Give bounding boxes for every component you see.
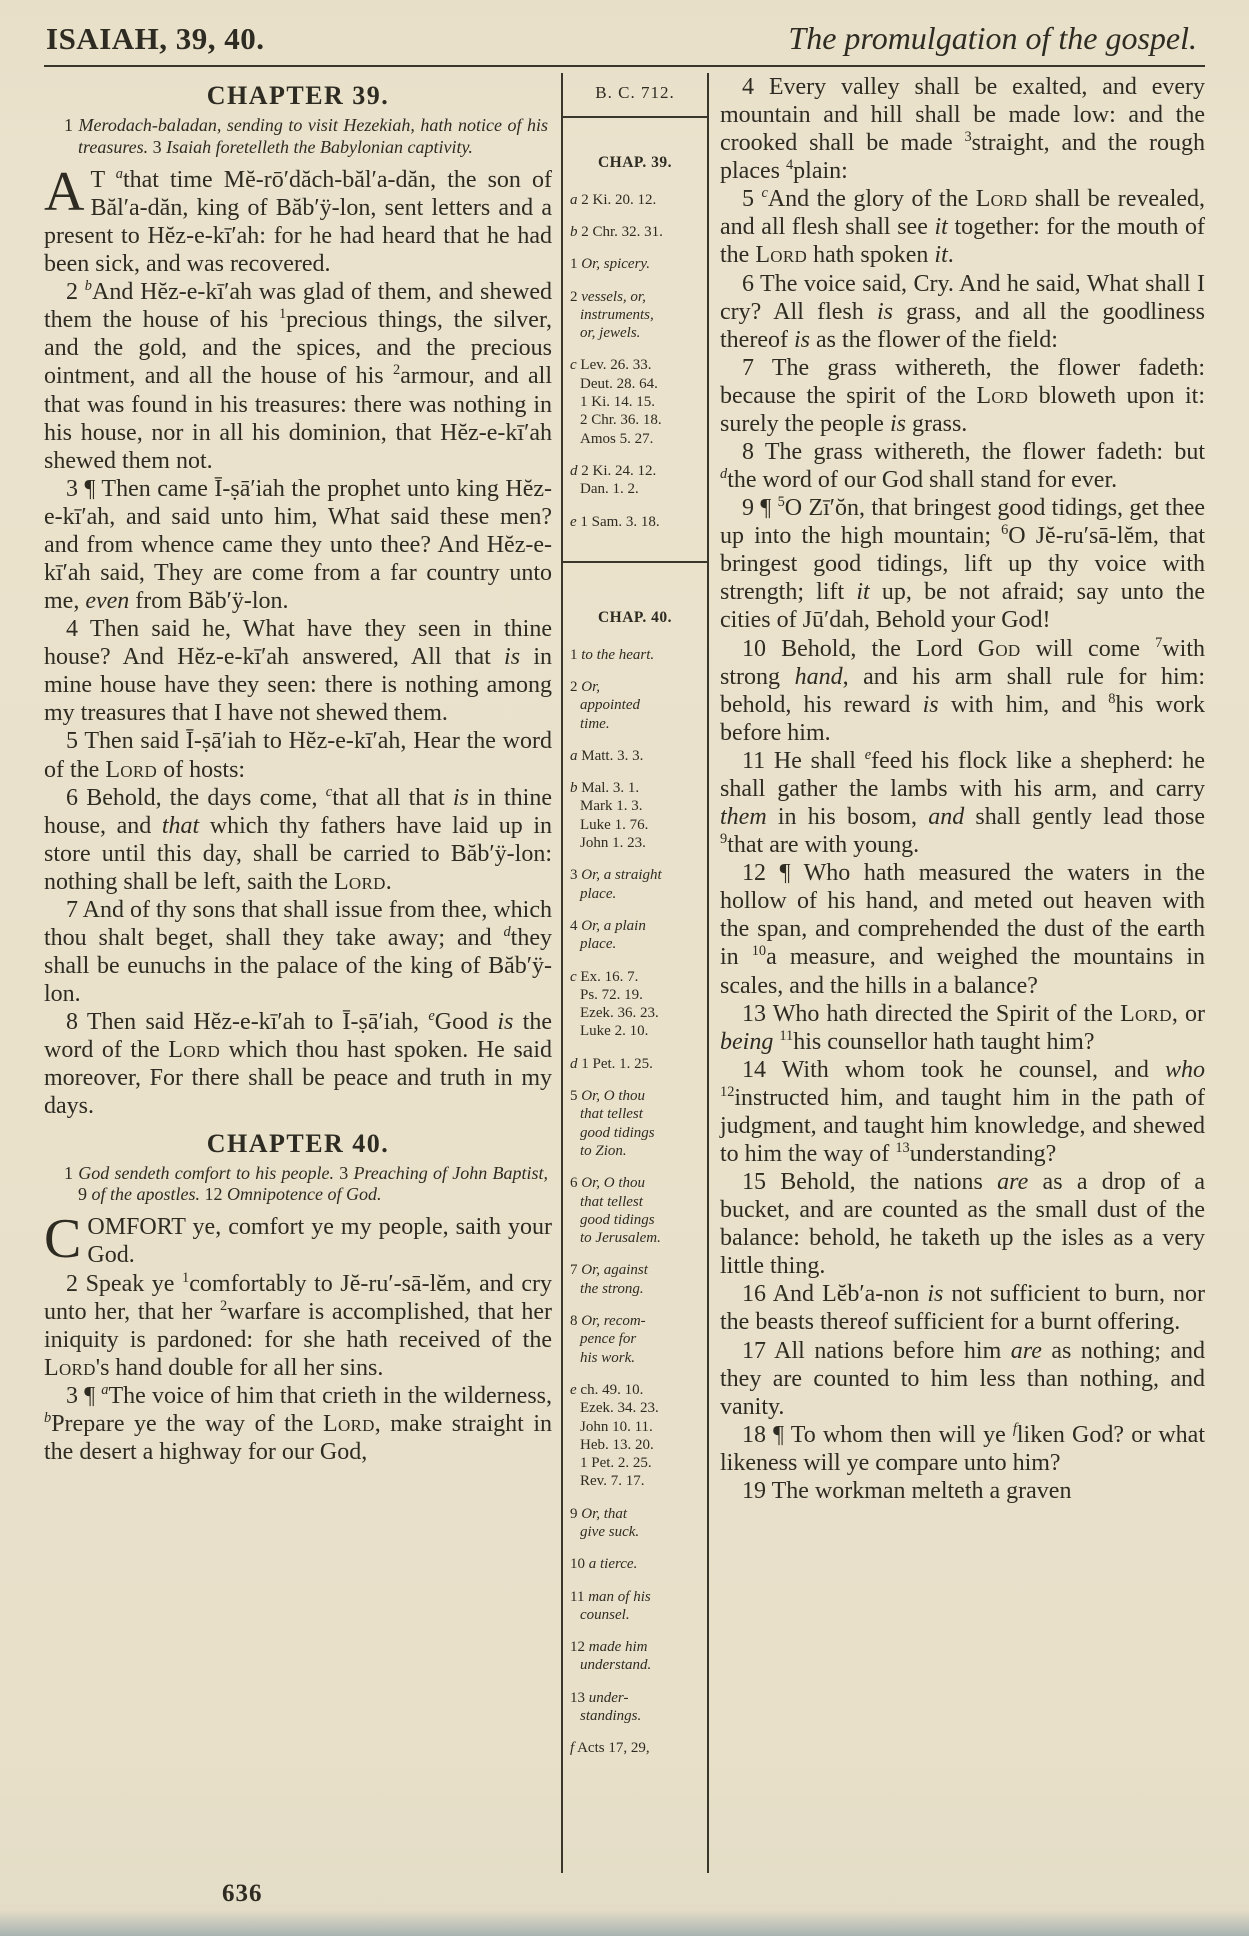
bc-date-label: B. C. 712. [563, 73, 707, 118]
verse: 18 ¶ To whom then will ye $^f$liken God? or what likeness will ye compare unto him? [720, 1420, 1205, 1476]
verse: 6 Behold, the days come, $^c$that all that is in thine house, and that which thy fathers have laid up in store until this day, shall be carried to Băb′ÿ-lon: nothing shall be left, saith the Lord. [44, 783, 552, 895]
verse: 2 $^b$And Hĕz-e-kī′ah was glad of them, and shewed them the house of his $^1$precious things, the silver, and the gold, and the spices, and the precious ointment, and all the house of his $^2$armour, and all that was found in his treasures: there was nothing in his house, nor in all his dominion, that Hĕz-e-kī′ah shewed them not. [44, 278, 553, 474]
chapter-heading: CHAPTER 40. [206, 1128, 390, 1158]
verse: 10 Behold, the Lord God will come $^7$with strong hand, and his arm shall rule for him: behold, his reward is with him, and $^8$his work before him. [720, 634, 1206, 746]
verse: 17 All nations before him are as nothing; and they are counted to him less than nothing, and vanity. [720, 1337, 1205, 1420]
verse: 6 The voice said, Cry. And he said, What shall I cry? All flesh is grass, and all the goodliness thereof is as the flower of the field: [720, 270, 1206, 353]
verse: 8 Then said Hĕz-e-kī′ah to Ī-ṣā′iah, $^e$Good is the word of the Lord which thou hast spoken. He said moreover, For there shall be peace and truth in my days. [44, 1008, 552, 1120]
margin-note: 3 Or, a straight place. [570, 867, 662, 902]
margin-note: 9 Or, that give suck. [570, 1505, 640, 1540]
verse: 16 And Lĕb′a-non is not sufficient to burn, nor the beasts thereof sufficient for a burnt offering. [720, 1281, 1205, 1336]
margin-note: c Lev. 26. 33. Deut. 28. 64. 1 Ki. 14. 15. 2 Chr. 36. 18. Amos 5. 27. [570, 357, 662, 447]
margin-note: 4 Or, a plain place. [570, 917, 646, 953]
chapter-heading: CHAPTER 39. [206, 81, 390, 110]
margin-note: 2 vessels, or, instruments, or, jewels. [570, 288, 654, 342]
verse: 7 And of thy sons that shall issue from thee, which thou shalt beget, shall they take away; and $^d$they shall be eunuchs in the palace of the king of Băb′ÿ-lon. [44, 896, 552, 1008]
verse: 13 Who hath directed the Spirit of the Lord, or being $^{11}$his counsellor hath taught him? [720, 1000, 1205, 1055]
margin-note: 6 Or, O thou that tellest good tidings to Jerusalem. [570, 1175, 661, 1247]
page-columns [0, 67, 1249, 1873]
margin-note: b Mal. 3. 1. Mark 1. 3. Luke 1. 76. John 1. 23. [570, 780, 649, 852]
chapter-summary: 1 Merodach-baladan, sending to visit Hezekiah, hath notice of his treasures. 3 Isaiah foretelleth the Babylonian captivity. [64, 115, 548, 157]
verse: 8 The grass withereth, the flower fadeth: but $^d$the word of our God shall stand for ever. [720, 439, 1205, 494]
margin-reference-column [561, 73, 709, 1873]
margin-note: 11 man of his counsel. [570, 1588, 651, 1623]
margin-note: 2 Or, appointed time. [570, 679, 640, 732]
header-running-title: The promulgation of the gospel. [788, 20, 1197, 56]
margin-chapter-label: CHAP. 40. [597, 608, 673, 626]
right-text-column [709, 73, 1205, 1873]
margin-note: d 1 Pet. 1. 25. [570, 1055, 653, 1072]
margin-note: 7 Or, against the strong. [570, 1262, 648, 1297]
verse: 19 The workman melteth a graven [742, 1477, 1072, 1504]
drop-cap-initial: C [44, 1208, 82, 1271]
verse: 15 Behold, the nations are as a drop of a bucket, and are counted as the small dust of the balance: behold, he taketh up the isles as a very little thing. [720, 1169, 1206, 1280]
margin-note: 8 Or, recom- pence for his work. [570, 1313, 646, 1366]
verse: 9 ¶ $^5$O Zī′ŏn, that bringest good tidings, get thee up into the high mountain; $^6$O Jĕ-ru′sā-lĕm, that bringest good tidings, lift up thy voice with strength; lift it up, be not afraid; say unto the cities of Jū′dah, Behold your God! [720, 494, 1206, 634]
margin-note: f Acts 17, 29, [570, 1740, 650, 1757]
margin-divider-rule [563, 561, 707, 563]
verse: 14 With whom took he counsel, and who $^{12}$instructed him, and taught him in the path of judgment, and taught him knowledge, and shewed to him the way of $^{13}$understanding? [720, 1056, 1205, 1167]
margin-note: 5 Or, O thou that tellest good tidings to Zion. [570, 1088, 655, 1159]
margin-note: c Ex. 16. 7. Ps. 72. 19. Ezek. 36. 23. Luke 2. 10. [570, 968, 659, 1040]
verse: A T $^a$that time Mĕ-rō′dăch-băl′a-dăn, the son of Băl′a-dăn, king of Băb′ÿ-lon, sent letters and a present to Hĕz-e-kī′ah: for he had heard that he had been sick, and was recovered. [44, 160, 552, 278]
margin-note: 13 under- standings. [570, 1689, 642, 1725]
verse: 3 ¶ $^a$The voice of him that crieth in the wilderness, $^b$Prepare ye the way of the Lord, make straight in the desert a highway for our God, [44, 1381, 553, 1466]
margin-note: d 2 Ki. 24. 12. Dan. 1. 2. [570, 462, 657, 498]
margin-note: 1 to the heart. [570, 646, 655, 663]
page-number: 636 [222, 1880, 263, 1907]
verse: COMFORT ye, comfort ye my people, saith your God. [44, 1208, 552, 1271]
margin-note: a 2 Ki. 20. 12. [570, 191, 657, 208]
margin-chapter-label: CHAP. 39. [597, 153, 673, 171]
chapter-summary: 1 God sendeth comfort to his people. 3 Preaching of John Baptist, 9 of the apostles. 12 Omnipotence of God. [64, 1162, 548, 1205]
verse: 3 ¶ Then came Ī-ṣā′iah the prophet unto king Hĕz-e-kī′ah, and said unto him, What said these men? and from whence came they unto thee? And Hĕz-e-kī′ah said, They are come from a far country unto me, even from Băb′ÿ-lon. [44, 475, 552, 615]
margin-note: e ch. 49. 10. Ezek. 34. 23. John 10. 11. Heb. 13. 20. 1 Pet. 2. 25. Rev. 7. 17. [570, 1381, 659, 1490]
verse: 5 Then said Ī-ṣā′iah to Hĕz-e-kī′ah, Hear the word of the Lord of hosts: [44, 728, 552, 783]
verse: 2 Speak ye $^1$comfortably to Jĕ-ru′-sā-lĕm, and cry unto her, that her $^2$warfare is accomplished, that her iniquity is pardoned: for she hath received of the Lord's hand double for all her sins. [44, 1269, 553, 1381]
margin-note: 12 made him understand. [570, 1639, 652, 1674]
verse: 12 ¶ Who hath measured the waters in the hollow of his hand, and meted out heaven with the span, and comprehended the dust of the earth in $^{10}$a measure, and weighed the mountains in scales, and the hills in a balance? [720, 860, 1205, 999]
verse: 4 Every valley shall be exalted, and every mountain and hill shall be made low: and the crooked shall be made $^3$straight, and the rough places $^4$plain: [720, 74, 1206, 185]
verse: 5 $^c$And the glory of the Lord shall be revealed, and all flesh shall see it together: for the mouth of the Lord hath spoken it. [720, 185, 1206, 269]
header-book-title: ISAIAH, 39, 40. [46, 21, 265, 56]
page-bottom-shade [0, 1910, 1249, 1936]
drop-cap-initial: A [44, 160, 85, 223]
verse: 4 Then said he, What have they seen in thine house? And Hĕz-e-kī′ah answered, All that is in mine house have they seen: there is nothing among my treasures that I have not shewed them. [44, 616, 552, 727]
verse: 7 The grass withereth, the flower fadeth: because the spirit of the Lord bloweth upon it: surely the people is grass. [720, 354, 1206, 437]
margin-note: e 1 Sam. 3. 18. [570, 513, 660, 530]
margin-note: b 2 Chr. 32. 31. [570, 223, 663, 240]
left-text-column [44, 73, 561, 1873]
margin-note: 1 Or, spicery. [570, 256, 650, 273]
margin-note: a Matt. 3. 3. [570, 747, 644, 764]
page-header [0, 0, 1249, 65]
verse: 11 He shall $^e$feed his flock like a shepherd: he shall gather the lambs with his arm, and carry them in his bosom, and shall gently lead those $^9$that are with young. [720, 746, 1206, 859]
margin-note: 10 a tierce. [570, 1556, 638, 1573]
